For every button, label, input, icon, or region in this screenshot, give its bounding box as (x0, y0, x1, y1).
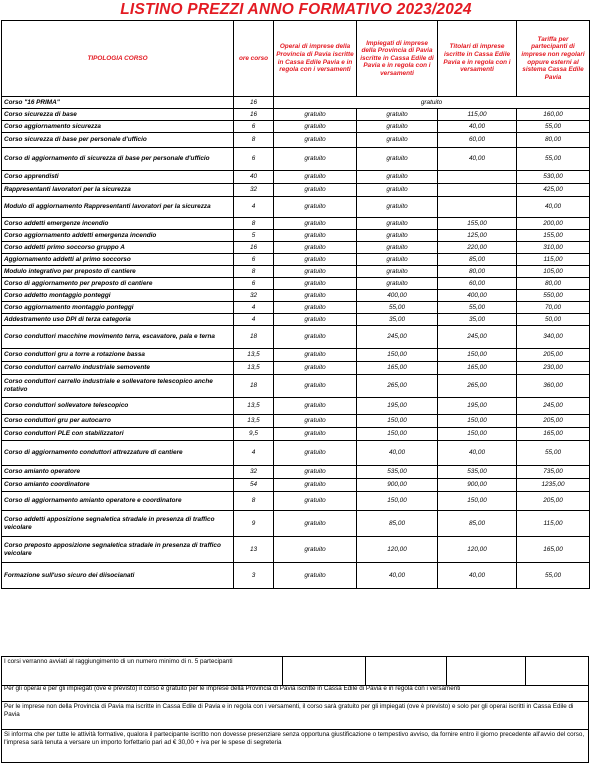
price-tariffa: 55,00 (517, 148, 590, 171)
price-titolari: 150,00 (438, 415, 517, 428)
price-titolari: 85,00 (438, 511, 517, 537)
course-hours: 18 (234, 326, 274, 349)
price-impiegati: gratuito (357, 266, 438, 278)
price-tariffa: 115,00 (517, 254, 590, 266)
course-name: Corso di aggiornamento per preposto di cantiere (2, 278, 234, 290)
price-titolari: 150,00 (438, 492, 517, 511)
price-operai: gratuito (274, 326, 357, 349)
price-impiegati: 150,00 (357, 415, 438, 428)
price-operai: gratuito (274, 242, 357, 254)
price-operai: gratuito (274, 398, 357, 415)
price-titolari: 40,00 (438, 441, 517, 466)
price-impiegati: gratuito (357, 218, 438, 230)
course-hours: 32 (234, 466, 274, 479)
price-operai: gratuito (274, 441, 357, 466)
price-impiegati: 195,00 (357, 398, 438, 415)
price-titolari: 220,00 (438, 242, 517, 254)
price-impiegati: 40,00 (357, 563, 438, 589)
minimum-participants-note (1, 656, 589, 686)
price-impiegati: gratuito (357, 254, 438, 266)
price-titolari: 265,00 (438, 375, 517, 398)
course-hours: 6 (234, 121, 274, 133)
course-name: Formazione sull'uso sicuro dei diisocianati (2, 563, 234, 589)
course-name: Corso amianto coordinatore (2, 479, 234, 492)
course-name: Corso conduttori gru per autocarro (2, 415, 234, 428)
price-tariffa: 550,00 (517, 290, 590, 302)
table-row (2, 254, 590, 266)
price-tariffa: 205,00 (517, 415, 590, 428)
course-name: Corso aggiornamento sicurezza (2, 121, 234, 133)
table-row (2, 242, 590, 254)
price-operai: gratuito (274, 121, 357, 133)
course-name: Modulo di aggiornamento Rappresentanti lavoratori per la sicurezza (2, 197, 234, 218)
price-impiegati: gratuito (357, 121, 438, 133)
price-titolari: 115,00 (438, 109, 517, 121)
table-row (2, 290, 590, 302)
table-row (2, 302, 590, 314)
header-titolari: Titolari di imprese iscritte in Cassa Edile Pavia e in regola con i versamenti (438, 21, 517, 97)
price-operai: gratuito (274, 148, 357, 171)
course-name: Corso conduttori PLE con stabilizzatori (2, 428, 234, 441)
course-hours: 6 (234, 148, 274, 171)
price-impiegati: 245,00 (357, 326, 438, 349)
course-hours: 6 (234, 278, 274, 290)
course-hours: 4 (234, 197, 274, 218)
course-name: Corso conduttori carrello industriale semovente (2, 362, 234, 375)
price-merged: gratuito (274, 97, 590, 109)
table-row (2, 121, 590, 133)
course-name: Corso di aggiornamento di sicurezza di base per personale d'ufficio (2, 148, 234, 171)
price-operai: gratuito (274, 511, 357, 537)
price-tariffa: 360,00 (517, 375, 590, 398)
course-hours: 9,5 (234, 428, 274, 441)
price-operai: gratuito (274, 349, 357, 362)
price-titolari: 55,00 (438, 302, 517, 314)
price-titolari: 195,00 (438, 398, 517, 415)
price-impiegati: 900,00 (357, 479, 438, 492)
course-hours: 8 (234, 266, 274, 278)
price-titolari: 150,00 (438, 428, 517, 441)
table-row (2, 314, 590, 326)
price-titolari: 150,00 (438, 349, 517, 362)
price-operai: gratuito (274, 415, 357, 428)
price-titolari: 85,00 (438, 254, 517, 266)
price-tariffa: 115,00 (517, 511, 590, 537)
table-row (2, 466, 590, 479)
price-tariffa: 530,00 (517, 171, 590, 184)
course-name: Modulo integrativo per preposto di cantiere (2, 266, 234, 278)
table-row (2, 415, 590, 428)
table-row (2, 133, 590, 148)
course-name: Corso aggiornamento addetti emergenza incendio (2, 230, 234, 242)
price-impiegati: 265,00 (357, 375, 438, 398)
price-tariffa: 230,00 (517, 362, 590, 375)
course-hours: 13 (234, 537, 274, 563)
price-titolari (438, 171, 517, 184)
price-titolari: 535,00 (438, 466, 517, 479)
course-hours: 8 (234, 133, 274, 148)
price-titolari: 35,00 (438, 314, 517, 326)
table-row (2, 563, 590, 589)
price-impiegati: 165,00 (357, 362, 438, 375)
minimum-participants-text: I corsi verranno avviati al raggiungimento di un numero minimo di n. 5 partecipanti (4, 658, 233, 665)
table-row (2, 428, 590, 441)
price-tariffa: 200,00 (517, 218, 590, 230)
table-row (2, 148, 590, 171)
course-name: Addestramento uso DPI di terza categoria (2, 314, 234, 326)
header-impiegati: Impiegati di imprese della Provincia di Pavia iscritte in Cassa Edile di Pavia e in regola con i versamenti (357, 21, 438, 97)
course-name: Corso preposto apposizione segnaletica stradale in presenza di traffico veicolare (2, 537, 234, 563)
header-operai: Operai di imprese della Provincia di Pavia iscritte in Cassa Edile Pavia e in regola con i versamenti (274, 21, 357, 97)
price-operai: gratuito (274, 278, 357, 290)
course-hours: 13,5 (234, 398, 274, 415)
price-operai: gratuito (274, 466, 357, 479)
course-name: Corso "16 PRIMA" (2, 97, 234, 109)
price-operai: gratuito (274, 375, 357, 398)
course-hours: 4 (234, 441, 274, 466)
price-operai: gratuito (274, 563, 357, 589)
course-hours: 40 (234, 171, 274, 184)
table-row (2, 184, 590, 197)
course-name: Corso addetti primo soccorso gruppo A (2, 242, 234, 254)
course-name: Corso conduttori macchine movimento terra, escavatore, pala e terna (2, 326, 234, 349)
price-titolari: 400,00 (438, 290, 517, 302)
table-row (2, 492, 590, 511)
price-titolari: 900,00 (438, 479, 517, 492)
price-operai: gratuito (274, 230, 357, 242)
table-row (2, 398, 590, 415)
course-hours: 13,5 (234, 415, 274, 428)
price-impiegati: 55,00 (357, 302, 438, 314)
course-hours: 54 (234, 479, 274, 492)
course-hours: 3 (234, 563, 274, 589)
course-name: Rappresentanti lavoratori per la sicurezza (2, 184, 234, 197)
price-tariffa: 70,00 (517, 302, 590, 314)
table-row (2, 171, 590, 184)
price-tariffa: 735,00 (517, 466, 590, 479)
price-titolari: 80,00 (438, 266, 517, 278)
price-tariffa: 160,00 (517, 109, 590, 121)
course-name: Corso aggiornamento montaggio ponteggi (2, 302, 234, 314)
price-impiegati: gratuito (357, 184, 438, 197)
price-table-body (2, 97, 590, 589)
table-row (2, 326, 590, 349)
price-tariffa: 155,00 (517, 230, 590, 242)
course-hours: 13,5 (234, 349, 274, 362)
course-name: Corso apprendisti (2, 171, 234, 184)
price-tariffa: 245,00 (517, 398, 590, 415)
header-tipologia: TIPOLOGIA CORSO (2, 21, 234, 97)
price-operai: gratuito (274, 290, 357, 302)
price-tariffa: 340,00 (517, 326, 590, 349)
price-titolari: 155,00 (438, 218, 517, 230)
price-tariffa: 205,00 (517, 349, 590, 362)
price-tariffa: 1235,00 (517, 479, 590, 492)
price-titolari: 40,00 (438, 121, 517, 133)
course-name: Corso amianto operatore (2, 466, 234, 479)
course-name: Corso conduttori carrello industriale e sollevatore telescopico anche rotativo (2, 375, 234, 398)
price-operai: gratuito (274, 197, 357, 218)
course-hours: 13,5 (234, 362, 274, 375)
table-header-row (2, 21, 590, 97)
price-tariffa: 80,00 (517, 133, 590, 148)
course-name: Corso di aggiornamento conduttori attrezzature di cantiere (2, 441, 234, 466)
course-name: Corso conduttori sollevatore telescopico (2, 398, 234, 415)
price-operai: gratuito (274, 314, 357, 326)
price-titolari (438, 184, 517, 197)
course-hours: 32 (234, 290, 274, 302)
price-titolari: 125,00 (438, 230, 517, 242)
course-name: Corso sicurezza di base (2, 109, 234, 121)
course-hours: 32 (234, 184, 274, 197)
table-row (2, 97, 590, 109)
price-operai: gratuito (274, 362, 357, 375)
price-operai: gratuito (274, 479, 357, 492)
course-name: Corso di aggiornamento amianto operatore e coordinatore (2, 492, 234, 511)
table-row (2, 511, 590, 537)
course-hours: 4 (234, 302, 274, 314)
price-operai: gratuito (274, 428, 357, 441)
price-impiegati: 85,00 (357, 511, 438, 537)
table-row (2, 375, 590, 398)
price-tariffa: 165,00 (517, 537, 590, 563)
course-hours: 6 (234, 254, 274, 266)
price-impiegati: 150,00 (357, 349, 438, 362)
course-hours: 9 (234, 511, 274, 537)
price-operai: gratuito (274, 171, 357, 184)
price-table (1, 20, 590, 589)
course-hours: 18 (234, 375, 274, 398)
price-tariffa: 40,00 (517, 197, 590, 218)
price-operai: gratuito (274, 537, 357, 563)
price-operai: gratuito (274, 109, 357, 121)
table-row (2, 349, 590, 362)
price-titolari: 60,00 (438, 278, 517, 290)
course-hours: 16 (234, 97, 274, 109)
course-name: Corso addetti apposizione segnaletica stradale in presenza di traffico veicolare (2, 511, 234, 537)
price-operai: gratuito (274, 133, 357, 148)
price-impiegati: gratuito (357, 230, 438, 242)
price-impiegati: 120,00 (357, 537, 438, 563)
empty-note-cells (282, 657, 588, 685)
price-impiegati: 150,00 (357, 492, 438, 511)
table-row (2, 266, 590, 278)
course-name: Corso sicurezza di base per personale d'ufficio (2, 133, 234, 148)
table-row (2, 197, 590, 218)
price-operai: gratuito (274, 302, 357, 314)
price-titolari: 40,00 (438, 148, 517, 171)
price-impiegati: 40,00 (357, 441, 438, 466)
course-name: Corso addetto montaggio ponteggi (2, 290, 234, 302)
course-hours: 8 (234, 218, 274, 230)
table-row (2, 362, 590, 375)
price-impiegati: gratuito (357, 133, 438, 148)
price-operai: gratuito (274, 184, 357, 197)
course-name: Aggiornamento addetti al primo soccorso (2, 254, 234, 266)
price-titolari: 40,00 (438, 563, 517, 589)
price-tariffa: 55,00 (517, 121, 590, 133)
table-row (2, 278, 590, 290)
footer-paragraph-2: Per le imprese non della Provincia di Pavia ma iscritte in Cassa Edile di Pavia e in regola con i versamenti, il corso sarà gratuito per gli impiegati (ove è previsto) e solo per gli operai iscritti in Cassa Edile di Pavia (1, 702, 589, 730)
course-name: Corso addetti emergenze incendio (2, 218, 234, 230)
price-titolari: 165,00 (438, 362, 517, 375)
table-row (2, 230, 590, 242)
course-hours: 16 (234, 109, 274, 121)
price-operai: gratuito (274, 218, 357, 230)
price-operai: gratuito (274, 254, 357, 266)
course-name: Corso conduttori gru a torre a rotazione bassa (2, 349, 234, 362)
price-operai: gratuito (274, 266, 357, 278)
price-impiegati: 535,00 (357, 466, 438, 479)
price-titolari: 60,00 (438, 133, 517, 148)
price-impiegati: 150,00 (357, 428, 438, 441)
price-impiegati: gratuito (357, 197, 438, 218)
header-tariffa: Tariffa per partecipanti di imprese non regolari oppure esterni al sistema Cassa Edile Pavia (517, 21, 590, 97)
price-impiegati: 35,00 (357, 314, 438, 326)
price-operai: gratuito (274, 492, 357, 511)
price-impiegati: gratuito (357, 242, 438, 254)
price-impiegati: gratuito (357, 171, 438, 184)
price-tariffa: 205,00 (517, 492, 590, 511)
price-tariffa: 310,00 (517, 242, 590, 254)
course-hours: 16 (234, 242, 274, 254)
course-hours: 8 (234, 492, 274, 511)
header-ore: ore corso (234, 21, 274, 97)
price-tariffa: 425,00 (517, 184, 590, 197)
price-impiegati: gratuito (357, 109, 438, 121)
course-hours: 5 (234, 230, 274, 242)
price-tariffa: 165,00 (517, 428, 590, 441)
price-titolari (438, 197, 517, 218)
price-tariffa: 105,00 (517, 266, 590, 278)
price-tariffa: 55,00 (517, 441, 590, 466)
table-row (2, 218, 590, 230)
page-title: LISTINO PREZZI ANNO FORMATIVO 2023/2024 (120, 1, 472, 18)
table-row (2, 441, 590, 466)
price-impiegati: gratuito (357, 148, 438, 171)
price-titolari: 120,00 (438, 537, 517, 563)
table-row (2, 537, 590, 563)
price-tariffa: 50,00 (517, 314, 590, 326)
course-hours: 4 (234, 314, 274, 326)
footer-paragraph-1: Per gli operai e per gli impiegati (ove è previsto) il corso è gratuito per le imprese della Provincia di Pavia iscritte in Cassa Edile di Pavia e in regola con i versamenti (1, 684, 589, 702)
price-tariffa: 55,00 (517, 563, 590, 589)
table-row (2, 109, 590, 121)
price-titolari: 245,00 (438, 326, 517, 349)
price-impiegati: gratuito (357, 278, 438, 290)
price-tariffa: 80,00 (517, 278, 590, 290)
table-row (2, 479, 590, 492)
price-impiegati: 400,00 (357, 290, 438, 302)
footer-paragraph-3: Si informa che per tutte le attività formative, qualora il partecipante iscritto non dovesse presenziare senza opportuna giustificazione o tempestivo avviso, da fornire entro il giorno precedente all'avvio del corso, l'impresa sarà tenuta a versare un importo forfettario pari ad € 30,00 + iva per le spese di segreteria (1, 730, 589, 763)
